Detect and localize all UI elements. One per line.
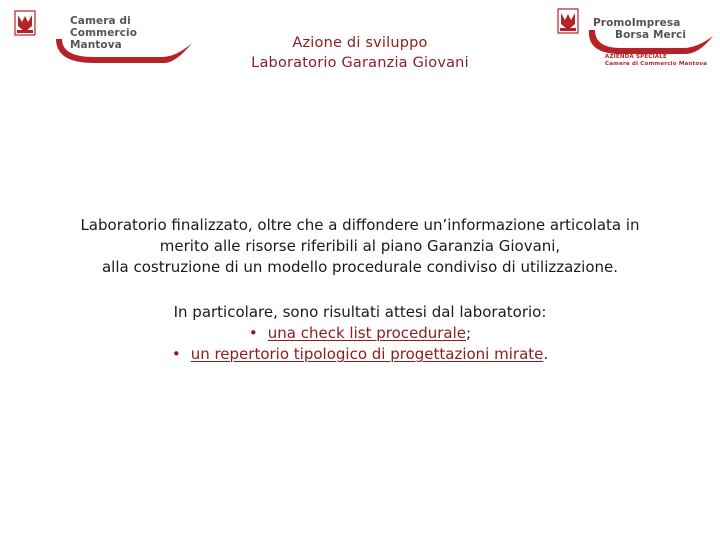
promoimpresa-logo bbox=[557, 8, 717, 72]
camera-commercio-logo bbox=[14, 9, 184, 59]
paragraph-line2: merito alle risorse riferibili al piano Garanzia Giovani, bbox=[159, 237, 561, 255]
bullet-text: un repertorio tipologico di progettazioni mirate bbox=[190, 345, 544, 363]
crest-icon bbox=[14, 10, 36, 36]
bullet-marker: • bbox=[248, 324, 258, 342]
intro-line: In particolare, sono risultati attesi dal laboratorio: bbox=[173, 303, 547, 321]
logo-right-line1: PromoImpresa bbox=[593, 17, 681, 29]
bullet-suffix: ; bbox=[466, 324, 472, 342]
page-title bbox=[210, 33, 510, 73]
logo-right-line2: Borsa Merci bbox=[615, 29, 687, 41]
bullet-marker: • bbox=[171, 345, 181, 363]
bullet-text: una check list procedurale bbox=[267, 324, 467, 342]
bullet-list bbox=[0, 323, 720, 365]
logo-right-sub2: Camera di Commercio Mantova bbox=[605, 61, 708, 67]
paragraph-line3: alla costruzione di un modello procedurale condiviso di utilizzazione. bbox=[101, 258, 619, 276]
intro-text bbox=[20, 302, 700, 323]
title-line2: Laboratorio Garanzia Giovani bbox=[251, 55, 469, 71]
logo-right-sub1: AZIENDA SPECIALE bbox=[605, 54, 667, 60]
main-paragraph bbox=[20, 215, 700, 278]
paragraph-line1: Laboratorio finalizzato, oltre che a diffondere un’informazione articolata in bbox=[80, 216, 640, 234]
title-line1: Azione di sviluppo bbox=[292, 35, 428, 51]
list-item bbox=[0, 344, 720, 365]
bullet-suffix: . bbox=[543, 345, 549, 363]
crest-icon bbox=[557, 8, 579, 34]
logo-left-text bbox=[70, 15, 184, 51]
logo-left-line1: Camera di Commercio bbox=[70, 15, 138, 39]
list-item bbox=[0, 323, 720, 344]
logo-left-line2: Mantova bbox=[70, 39, 122, 51]
logo-right-text bbox=[593, 17, 686, 41]
logo-right-subtitle bbox=[605, 54, 707, 68]
